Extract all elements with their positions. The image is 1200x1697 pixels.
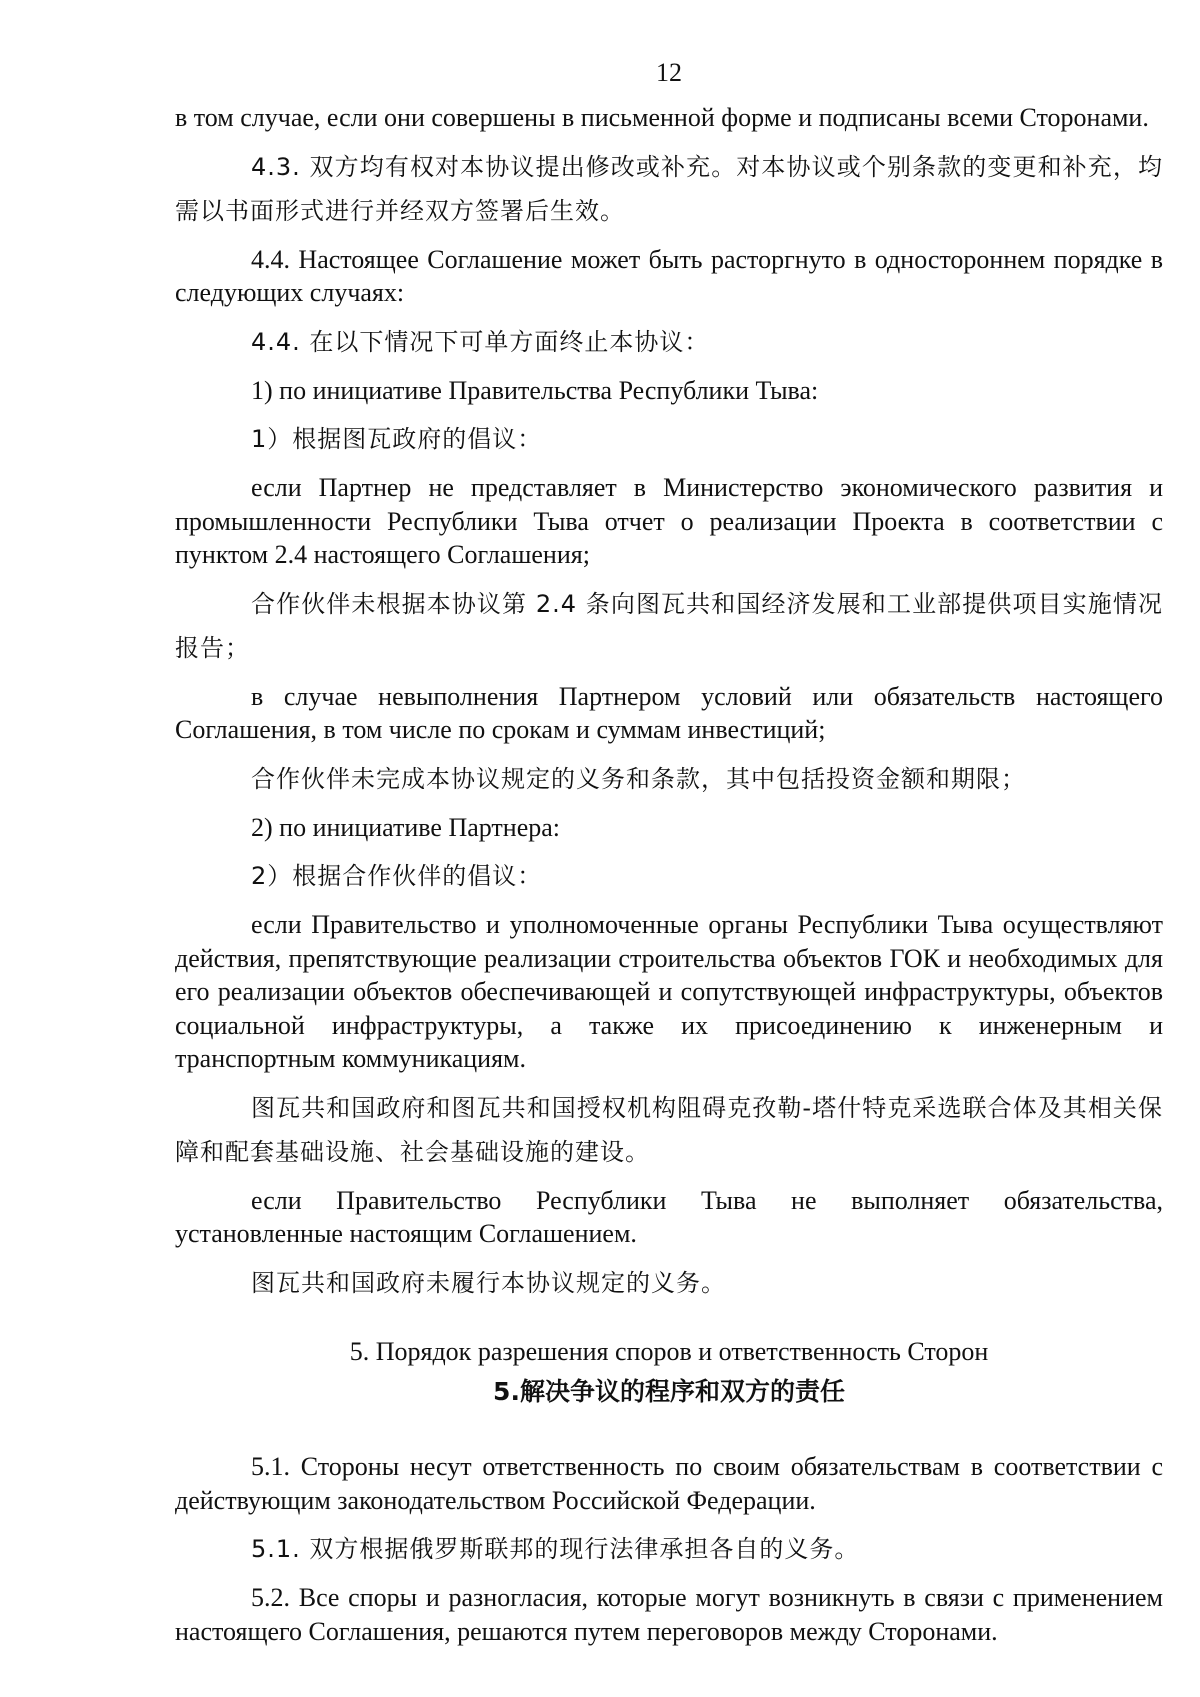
paragraph-ru: 2) по инициативе Партнера: bbox=[251, 812, 561, 842]
paragraph-zh: 2）根据合作伙伴的倡议： bbox=[251, 862, 543, 890]
body-text bbox=[175, 101, 1163, 1305]
paragraph-ru: в случае невыполнения Партнером условий или обязательств настоящего Соглашения, в том числе по срокам и суммам инвестиций; bbox=[175, 681, 1163, 744]
paragraph-zh: 5.1. 双方根据俄罗斯联邦的现行法律承担各自的义务。 bbox=[251, 1535, 860, 1563]
page-number: 12 bbox=[656, 58, 682, 87]
paragraph-ru: 1) по инициативе Правительства Республики Тыва: bbox=[251, 375, 819, 405]
document-page bbox=[175, 58, 1163, 1658]
section-spacer bbox=[175, 1315, 1163, 1335]
paragraph-zh: 1）根据图瓦政府的倡议： bbox=[251, 425, 543, 453]
paragraph-ru: 5.2. Все споры и разногласия, которые могут возникнуть в связи с применением настоящего Соглашения, решаются путем переговоров между Сторонами. bbox=[175, 1583, 1163, 1646]
paragraph-ru: если Правительство Республики Тыва не выполняет обязательства, установленные настоящим Соглашением. bbox=[175, 1185, 1163, 1248]
paragraph-zh: 图瓦共和国政府和图瓦共和国授权机构阻碍克孜勒-塔什特克采选联合体及其相关保障和配套基础设施、社会基础设施的建设。 bbox=[175, 1093, 1163, 1166]
paragraph-zh: 合作伙伴未完成本协议规定的义务和条款，其中包括投资金额和期限； bbox=[251, 764, 1026, 793]
paragraph-ru: если Партнер не представляет в Министерство экономического развития и промышленности Республики Тыва отчет о реализации Проекта в соответствии с пунктом 2.4 настоящего Соглашения; bbox=[175, 473, 1163, 569]
paragraph-zh: 4.4. 在以下情况下可单方面终止本协议： bbox=[251, 327, 710, 356]
paragraph-zh: 图瓦共和国政府未履行本协议规定的义务。 bbox=[251, 1268, 726, 1297]
paragraph-zh: 4.3. 双方均有权对本协议提出修改或补充。对本协议或个别条款的变更和补充，均需以书面形式进行并经双方签署后生效。 bbox=[175, 152, 1163, 225]
section-heading-ru: 5. Порядок разрешения споров и ответственность Сторон bbox=[349, 1336, 989, 1366]
paragraph-ru: 4.4. Настоящее Соглашение может быть расторгнуто в одностороннем порядке в следующих случаях: bbox=[175, 244, 1163, 307]
paragraph-ru: 5.1. Стороны несут ответственность по своим обязательствам в соответствии с действующим законодательством Российской Федерации. bbox=[175, 1452, 1163, 1515]
section-heading-zh: 5.解决争议的程序和双方的责任 bbox=[493, 1377, 845, 1406]
section-5 bbox=[175, 1335, 1163, 1649]
paragraph-zh: 合作伙伴未根据本协议第 2.4 条向图瓦共和国经济发展和工业部提供项目实施情况报告； bbox=[175, 589, 1163, 662]
paragraph-ru: в том случае, если они совершены в письменной форме и подписаны всеми Сторонами. bbox=[175, 103, 1149, 132]
paragraph-ru: если Правительство и уполномоченные органы Республики Тыва осуществляют действия, препятствующие реализации строительства объектов ГОК и необходимых для его реализации объектов обеспечивающей и сопутствующей инфраструктуры, объектов социальной инфраструктуры, а также их присоединению к инженерным и транспортным коммуникациям. bbox=[175, 910, 1163, 1073]
